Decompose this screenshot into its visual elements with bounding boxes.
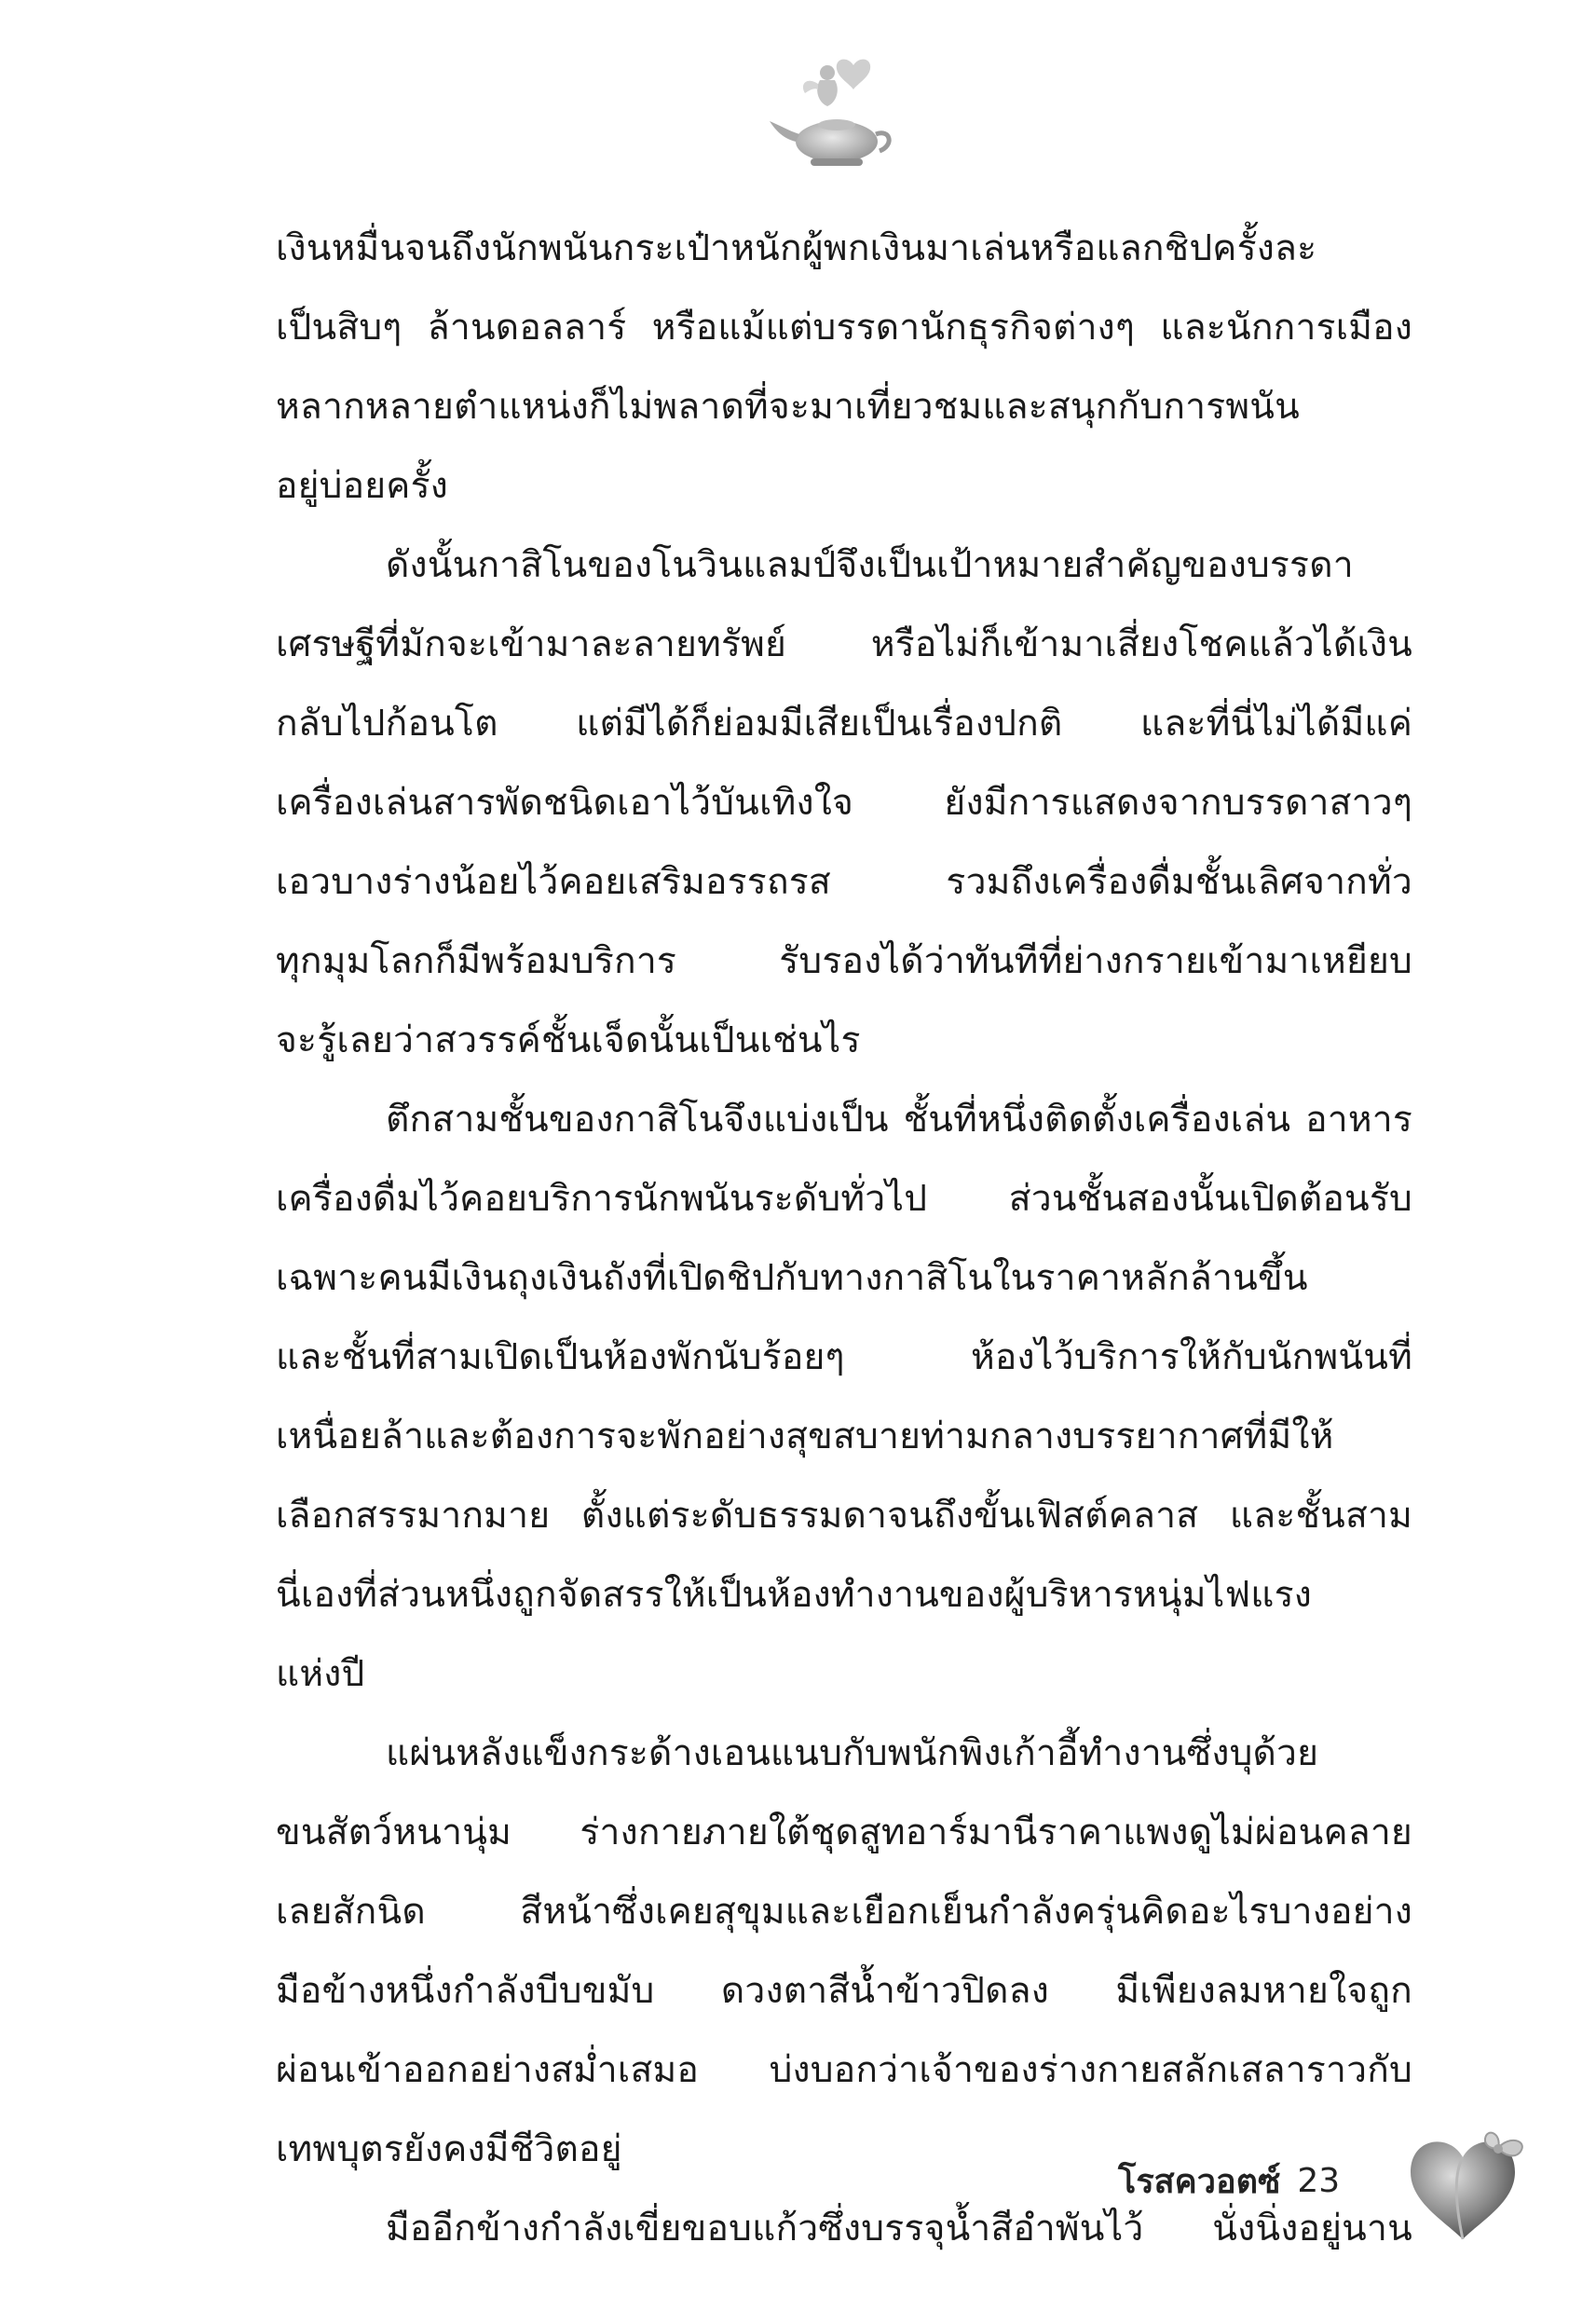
heart-gift-box-icon bbox=[1398, 2120, 1537, 2250]
text-line: ขนสัตว์หนานุ่ม ร่างกายภายใต้ชุดสูทอาร์มานีราคาแพงดูไม่ผ่อนคลาย bbox=[276, 1812, 1412, 1853]
body-text bbox=[276, 209, 1412, 2268]
text-line: เครื่องดื่มไว้คอยบริการนักพนันระดับทั่วไป ส่วนชั้นสองนั้นเปิดต้อนรับ bbox=[276, 1178, 1412, 1220]
text-line: แผ่นหลังแข็งกระด้างเอนแนบกับพนักพิงเก้าอี้ทำงานซึ่งบุด้วย bbox=[386, 1732, 1319, 1774]
text-line: เทพบุตรยังคงมีชีวิตอยู่ bbox=[276, 2128, 622, 2170]
text-line: มืออีกข้างกำลังเขี่ยขอบแก้วซึ่งบรรจุน้ำสีอำพันไว้ นั่งนิ่งอยู่นาน bbox=[386, 2208, 1412, 2249]
text-line: เป็นสิบๆ ล้านดอลลาร์ หรือแม้แต่บรรดานักธุรกิจต่างๆ และนักการเมือง bbox=[276, 307, 1412, 349]
cupid-teapot-ornament-icon bbox=[762, 48, 902, 179]
text-line: เศรษฐีที่มักจะเข้ามาละลายทรัพย์ หรือไม่ก็เข้ามาเสี่ยงโชคแล้วได้เงิน bbox=[276, 623, 1412, 665]
text-line: เครื่องเล่นสารพัดชนิดเอาไว้บันเทิงใจ ยังมีการแสดงจากบรรดาสาวๆ bbox=[276, 782, 1412, 824]
text-line: จะรู้เลยว่าสวรรค์ชั้นเจ็ดนั้นเป็นเช่นไร bbox=[276, 1019, 861, 1061]
text-line: มือข้างหนึ่งกำลังบีบขมับ ดวงตาสีน้ำข้าวปิดลง มีเพียงลมหายใจถูก bbox=[276, 1970, 1412, 2012]
text-line: และชั้นที่สามเปิดเป็นห้องพักนับร้อยๆ ห้องไว้บริการให้กับนักพนันที่ bbox=[276, 1336, 1412, 1378]
text-line: ทุกมุมโลกก็มีพร้อมบริการ รับรองได้ว่าทันทีที่ย่างกรายเข้ามาเหยียบ bbox=[276, 940, 1412, 982]
text-line: เงินหมื่นจนถึงนักพนันกระเป๋าหนักผู้พกเงินมาเล่นหรือแลกชิปครั้งละ bbox=[276, 227, 1317, 269]
text-line: เลือกสรรมากมาย ตั้งแต่ระดับธรรมดาจนถึงขั้นเฟิสต์คลาส และชั้นสาม bbox=[276, 1495, 1412, 1537]
text-line: ดังนั้นกาสิโนของโนวินแลมป์จึงเป็นเป้าหมายสำคัญของบรรดา bbox=[386, 544, 1354, 586]
text-line: ตึกสามชั้นของกาสิโนจึงแบ่งเป็น ชั้นที่หนึ่งติดตั้งเครื่องเล่น อาหาร bbox=[386, 1099, 1412, 1141]
text-line: กลับไปก้อนโต แต่มีได้ก็ย่อมมีเสียเป็นเรื่องปกติ และที่นี่ไม่ได้มีแค่ bbox=[276, 703, 1412, 745]
text-line: แห่งปี bbox=[276, 1653, 365, 1695]
text-line: อยู่บ่อยครั้ง bbox=[276, 465, 448, 507]
page-footer bbox=[1118, 2153, 1340, 2208]
text-line: เลยสักนิด สีหน้าซึ่งเคยสุขุมและเยือกเย็นกำลังครุ่นคิดอะไรบางอย่าง bbox=[276, 1891, 1412, 1933]
book-title: โรสควอตซ์ bbox=[1118, 2162, 1281, 2201]
text-line: ผ่อนเข้าออกอย่างสม่ำเสมอ บ่งบอกว่าเจ้าของร่างกายสลักเสลาราวกับ bbox=[276, 2049, 1412, 2091]
text-line: หลากหลายตำแหน่งก็ไม่พลาดที่จะมาเที่ยวชมและสนุกกับการพนัน bbox=[276, 386, 1301, 428]
text-line: เฉพาะคนมีเงินถุงเงินถังที่เปิดชิปกับทางกาสิโนในราคาหลักล้านขึ้น bbox=[276, 1257, 1308, 1299]
text-line: เหนื่อยล้าและต้องการจะพักอย่างสุขสบายท่ามกลางบรรยากาศที่มีให้ bbox=[276, 1415, 1334, 1457]
text-line: เอวบางร่างน้อยไว้คอยเสริมอรรถรส รวมถึงเครื่องดื่มชั้นเลิศจากทั่ว bbox=[276, 861, 1412, 903]
text-line: นี่เองที่ส่วนหนึ่งถูกจัดสรรให้เป็นห้องทำงานของผู้บริหารหนุ่มไฟแรง bbox=[276, 1574, 1312, 1616]
page-number: 23 bbox=[1297, 2161, 1341, 2200]
